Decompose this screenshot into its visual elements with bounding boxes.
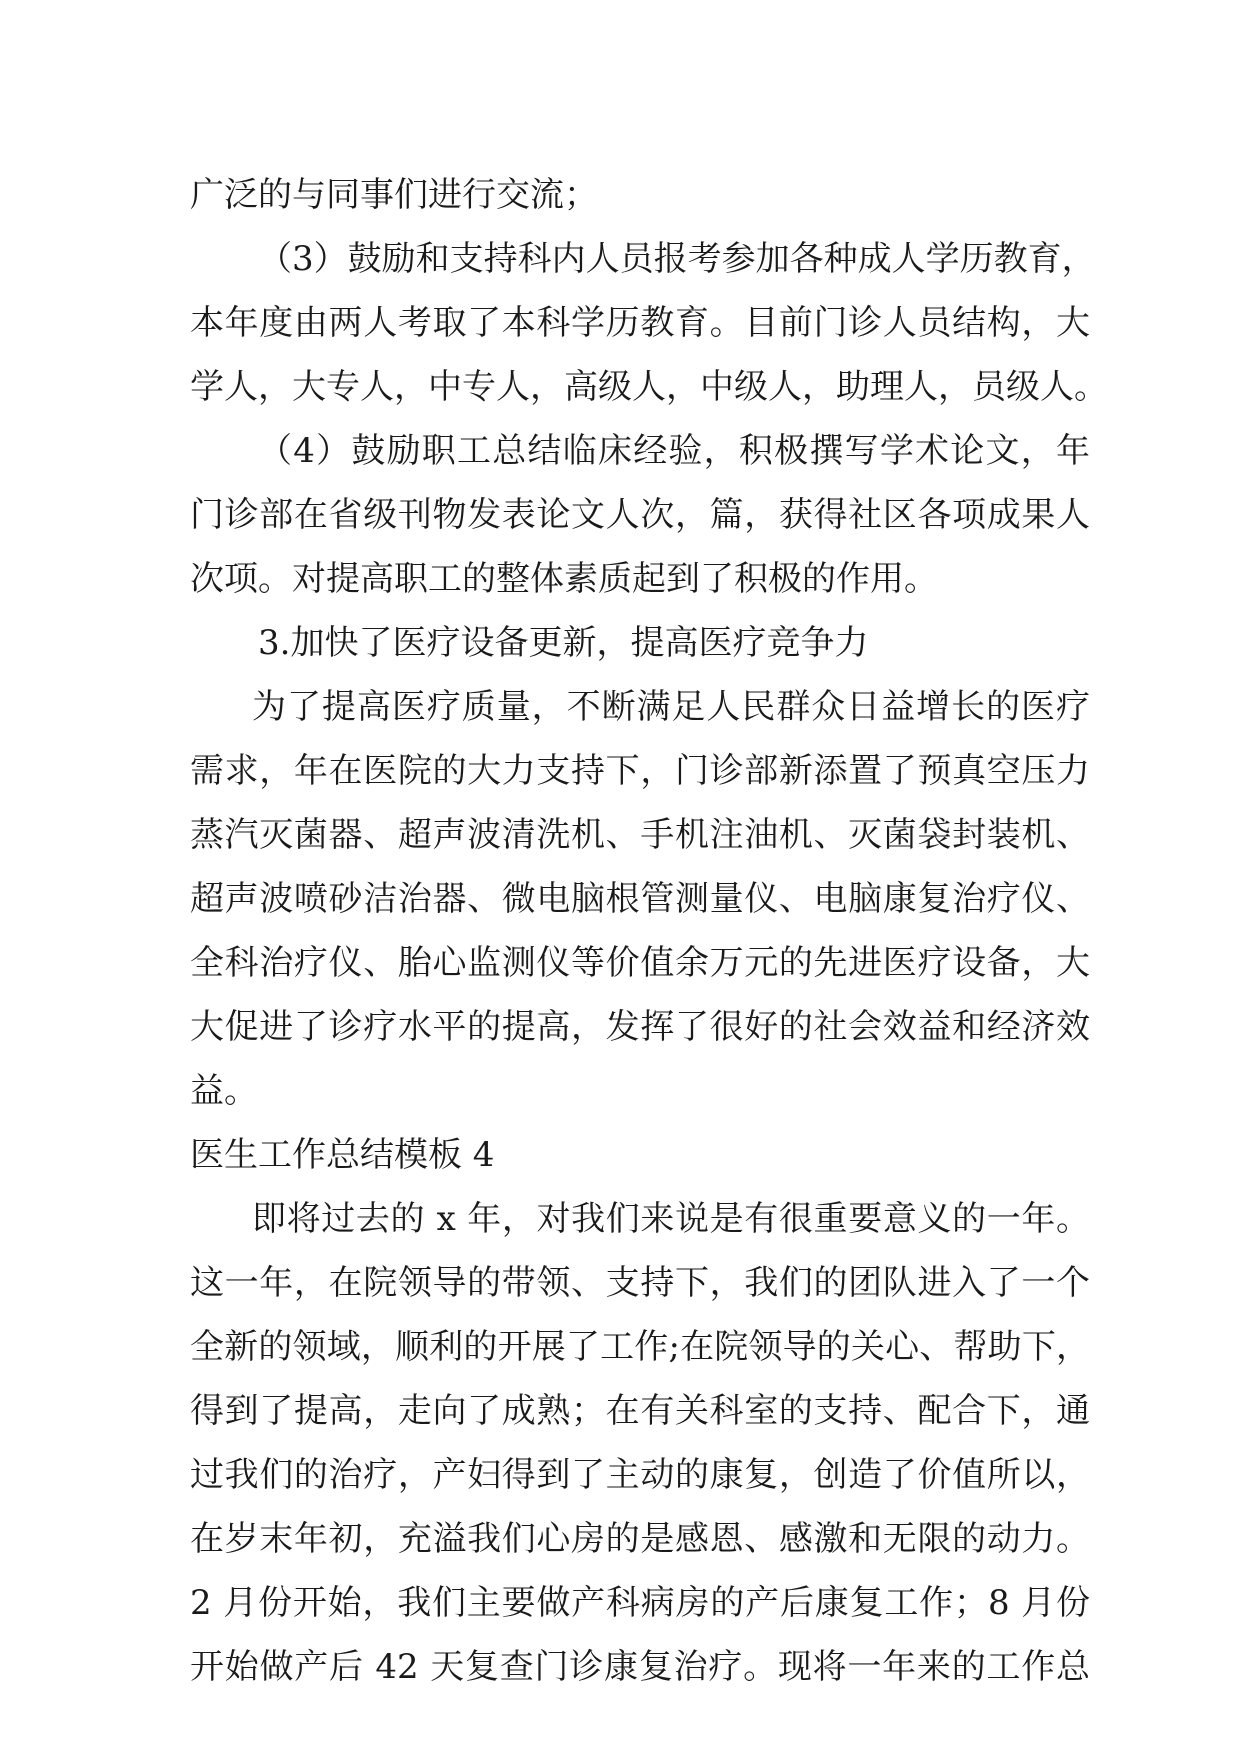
text-line: （4）鼓励职工总结临床经验，积极撰写学术论文，年 xyxy=(258,431,1090,471)
text-line: 蒸汽灭菌器、超声波清洗机、手机注油机、灭菌袋封装机、 xyxy=(190,815,1090,855)
document-body xyxy=(190,163,1108,1699)
text-line: 全科治疗仪、胎心监测仪等价值余万元的先进医疗设备，大 xyxy=(190,943,1090,983)
text-line: 本年度由两人考取了本科学历教育。目前门诊人员结构，大 xyxy=(190,303,1090,343)
text-line: 次项。对提高职工的整体素质起到了积极的作用。 xyxy=(190,559,938,599)
text-line: 即将过去的 x 年，对我们来说是有很重要意义的一年。 xyxy=(252,1199,1090,1239)
text-line: 2 月份开始，我们主要做产科病房的产后康复工作；8 月份 xyxy=(190,1583,1090,1623)
text-line: 超声波喷砂洁治器、微电脑根管测量仪、电脑康复治疗仪、 xyxy=(190,879,1090,919)
text-line: 益。 xyxy=(190,1071,258,1111)
section-heading: 3.加快了医疗设备更新，提高医疗竞争力 xyxy=(258,623,869,663)
text-line: 大促进了诊疗水平的提高，发挥了很好的社会效益和经济效 xyxy=(190,1007,1090,1047)
text-line: 广泛的与同事们进行交流； xyxy=(190,175,598,215)
text-line: 全新的领域，顺利的开展了工作;在院领导的关心、帮助下， xyxy=(190,1327,1090,1367)
text-line: 得到了提高，走向了成熟；在有关科室的支持、配合下，通 xyxy=(190,1391,1090,1431)
text-line: 为了提高医疗质量，不断满足人民群众日益增长的医疗 xyxy=(252,687,1090,727)
text-line: 过我们的治疗，产妇得到了主动的康复，创造了价值所以， xyxy=(190,1455,1090,1495)
text-line: （3）鼓励和支持科内人员报考参加各种成人学历教育， xyxy=(258,239,1096,279)
document-title: 医生工作总结模板 4 xyxy=(190,1135,495,1175)
text-line: 需求，年在医院的大力支持下，门诊部新添置了预真空压力 xyxy=(190,751,1090,791)
text-line: 门诊部在省级刊物发表论文人次，篇，获得社区各项成果人 xyxy=(190,495,1090,535)
text-line: 学人，大专人，中专人，高级人，中级人，助理人，员级人。 xyxy=(190,367,1108,407)
text-line: 这一年，在院领导的带领、支持下，我们的团队进入了一个 xyxy=(190,1263,1090,1303)
text-line: 在岁末年初，充溢我们心房的是感恩、感激和无限的动力。 xyxy=(190,1519,1090,1559)
text-line: 开始做产后 42 天复查门诊康复治疗。现将一年来的工作总 xyxy=(190,1647,1090,1687)
